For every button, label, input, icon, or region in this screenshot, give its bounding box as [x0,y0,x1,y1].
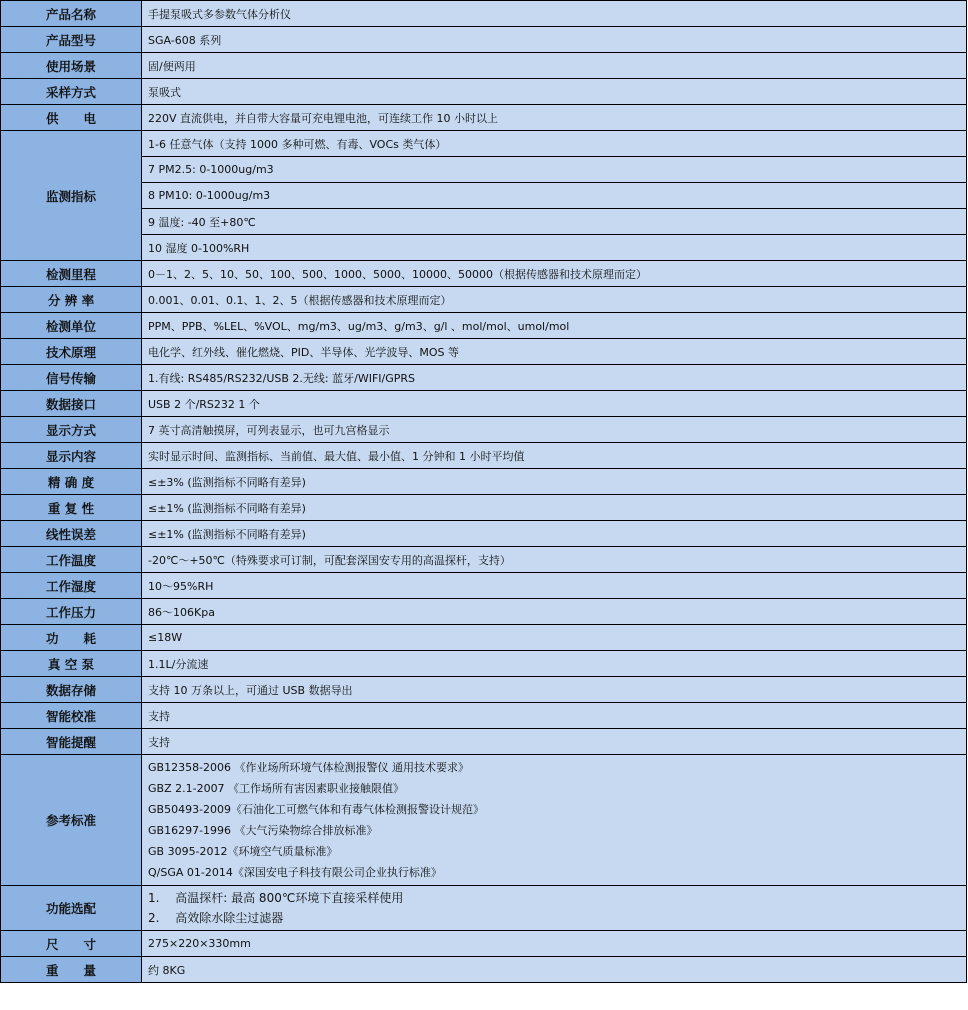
spec-label: 数据存储 [1,677,142,703]
spec-label: 数据接口 [1,391,142,417]
spec-row [1,547,967,573]
spec-label: 重 复 性 [1,495,142,521]
standards-list [142,755,967,886]
spec-label: 精 确 度 [1,469,142,495]
spec-label: 工作湿度 [1,573,142,599]
spec-value: 实时显示时间、监测指标、当前值、最大值、最小值、1 分钟和 1 小时平均值 [142,443,967,469]
spec-value: PPM、PPB、%LEL、%VOL、mg/m3、ug/m3、g/m3、g/l 、mol/mol、umol/mol [142,313,967,339]
spec-value: 0－1、2、5、10、50、100、500、1000、5000、10000、50000（根据传感器和技术原理而定） [142,261,967,287]
spec-label: 产品型号 [1,27,142,53]
spec-row [1,469,967,495]
monitoring-label: 监测指标 [1,131,142,261]
spec-label: 真 空 泵 [1,651,142,677]
standards-row [1,755,967,886]
standards-item: GB12358-2006 《作业场所环境气体检测报警仪 通用技术要求》 [148,761,470,774]
spec-value: 1.1L/分流速 [142,651,967,677]
options-list [142,886,967,931]
spec-value: 电化学、红外线、催化燃烧、PID、半导体、光学波导、MOS 等 [142,339,967,365]
monitoring-row [1,183,967,209]
spec-label: 线性误差 [1,521,142,547]
spec-value: -20℃～+50℃（特殊要求可订制，可配套深国安专用的高温探杆，支持） [142,547,967,573]
spec-row [1,703,967,729]
spec-row [1,495,967,521]
spec-value: 275×220×330mm [142,931,967,957]
spec-label: 使用场景 [1,53,142,79]
spec-label: 工作压力 [1,599,142,625]
spec-row [1,521,967,547]
spec-label: 检测里程 [1,261,142,287]
monitoring-item: 8 PM10: 0-1000ug/m3 [142,183,967,209]
spec-label: 重 量 [1,957,142,983]
spec-row [1,105,967,131]
standards-item: GB50493-2009《石油化工可燃气体和有毒气体检测报警设计规范》 [148,803,485,816]
spec-row [1,1,967,27]
spec-label: 工作温度 [1,547,142,573]
spec-row [1,53,967,79]
monitoring-item: 7 PM2.5: 0-1000ug/m3 [142,157,967,183]
options-row [1,886,967,931]
spec-row [1,417,967,443]
spec-value: 1.有线: RS485/RS232/USB 2.无线: 蓝牙/WIFI/GPRS [142,365,967,391]
monitoring-item: 10 湿度 0-100%RH [142,235,967,261]
spec-label: 信号传输 [1,365,142,391]
spec-value: 0.001、0.01、0.1、1、2、5（根据传感器和技术原理而定） [142,287,967,313]
spec-label: 采样方式 [1,79,142,105]
spec-row [1,339,967,365]
options-item: 2. 高效除水除尘过滤器 [148,911,284,925]
spec-value: 约 8KG [142,957,967,983]
monitoring-row [1,235,967,261]
spec-row [1,27,967,53]
spec-value: 86～106Kpa [142,599,967,625]
standards-item: Q/SGA 01-2014《深国安电子科技有限公司企业执行标准》 [148,866,442,879]
spec-row [1,79,967,105]
options-label: 功能选配 [1,886,142,931]
spec-label: 显示内容 [1,443,142,469]
spec-label: 检测单位 [1,313,142,339]
spec-label: 尺 寸 [1,931,142,957]
spec-value: 支持 [142,729,967,755]
spec-value: 7 英寸高清触摸屏，可列表显示，也可九宫格显示 [142,417,967,443]
spec-label: 分 辨 率 [1,287,142,313]
monitoring-row [1,157,967,183]
spec-row [1,651,967,677]
monitoring-row [1,131,967,157]
spec-row [1,625,967,651]
spec-value: 固/便两用 [142,53,967,79]
standards-item: GBZ 2.1-2007 《工作场所有害因素职业接触限值》 [148,782,405,795]
spec-value: SGA-608 系列 [142,27,967,53]
monitoring-item: 1-6 任意气体（支持 1000 多种可燃、有毒、VOCs 类气体） [142,131,967,157]
spec-label: 显示方式 [1,417,142,443]
spec-row [1,261,967,287]
spec-value: ≤±3% (监测指标不同略有差异) [142,469,967,495]
spec-row [1,957,967,983]
spec-value: 10～95%RH [142,573,967,599]
spec-row [1,931,967,957]
spec-row [1,443,967,469]
spec-row [1,313,967,339]
spec-label: 智能校准 [1,703,142,729]
spec-value: ≤±1% (监测指标不同略有差异) [142,521,967,547]
spec-value: 220V 直流供电，并自带大容量可充电锂电池，可连续工作 10 小时以上 [142,105,967,131]
spec-value: 手提泵吸式多参数气体分析仪 [142,1,967,27]
spec-row [1,287,967,313]
standards-label: 参考标准 [1,755,142,886]
spec-row [1,599,967,625]
spec-label: 供 电 [1,105,142,131]
spec-row [1,573,967,599]
spec-value: ≤±1% (监测指标不同略有差异) [142,495,967,521]
spec-row [1,677,967,703]
spec-value: 支持 [142,703,967,729]
standards-item: GB 3095-2012《环境空气质量标准》 [148,845,338,858]
spec-row [1,365,967,391]
standards-item: GB16297-1996 《大气污染物综合排放标准》 [148,824,378,837]
spec-label: 智能提醒 [1,729,142,755]
spec-label: 产品名称 [1,1,142,27]
options-item: 1. 高温探杆: 最高 800℃环境下直接采样使用 [148,891,404,905]
spec-row [1,729,967,755]
monitoring-item: 9 温度: -40 至+80℃ [142,209,967,235]
spec-value: USB 2 个/RS232 1 个 [142,391,967,417]
spec-value: ≤18W [142,625,967,651]
spec-value: 支持 10 万条以上，可通过 USB 数据导出 [142,677,967,703]
spec-row [1,391,967,417]
spec-label: 功 耗 [1,625,142,651]
monitoring-row [1,209,967,235]
spec-value: 泵吸式 [142,79,967,105]
spec-label: 技术原理 [1,339,142,365]
